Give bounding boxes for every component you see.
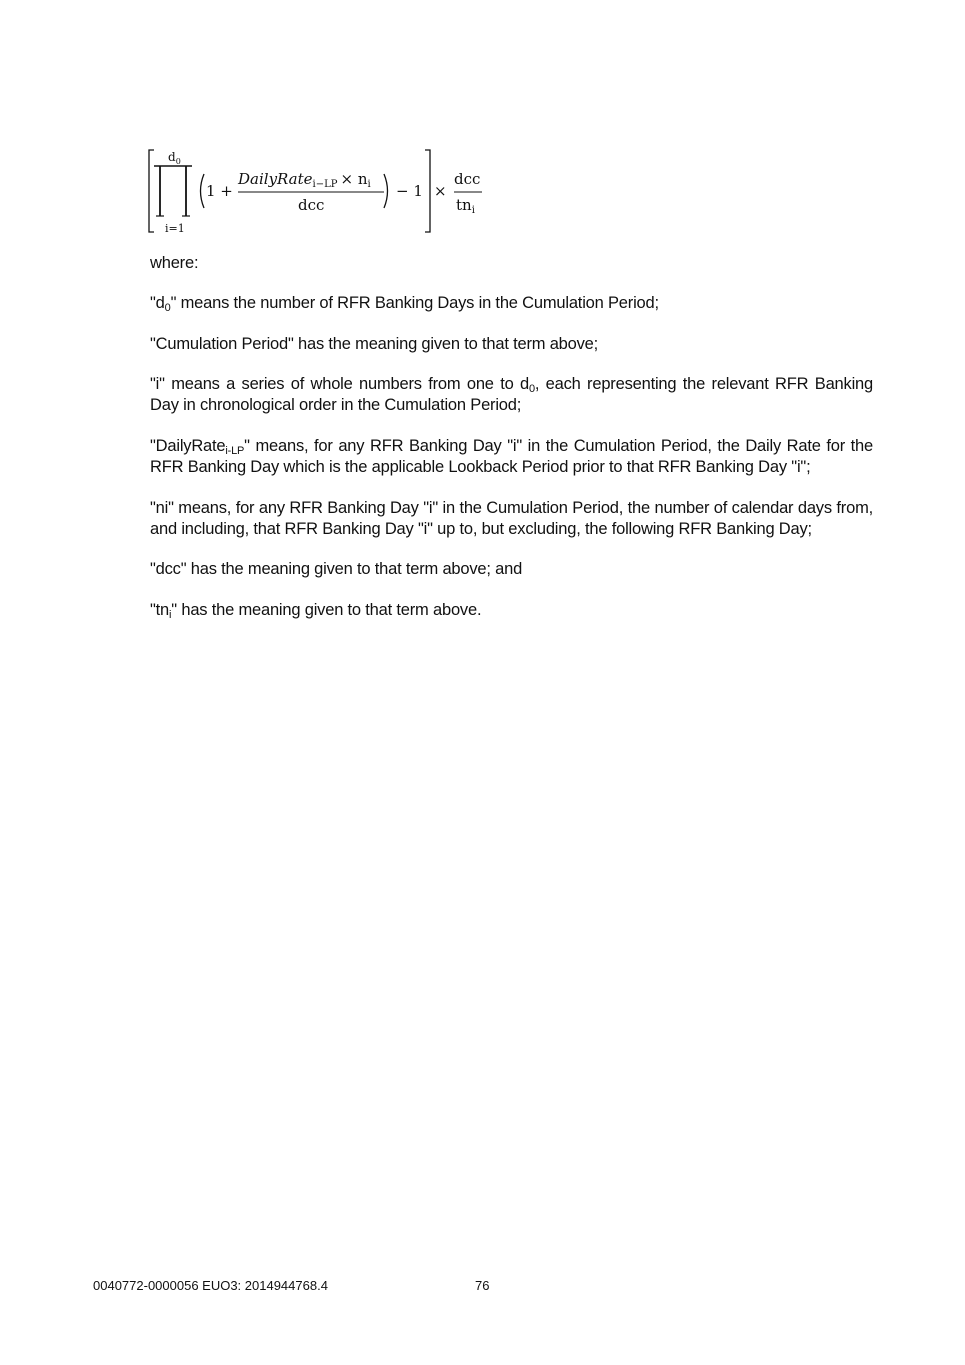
definition-dcc bbox=[150, 559, 873, 580]
term: "dcc" bbox=[150, 560, 187, 578]
term: "Cumulation Period" bbox=[150, 335, 294, 353]
definition-text: has the meaning given to that term above; and bbox=[186, 560, 523, 578]
where-label: where: bbox=[150, 254, 199, 272]
term: "$tn_i$" bbox=[150, 601, 177, 621]
term: "i" bbox=[150, 375, 165, 393]
term: "DailyRate$_{i-LP}$" bbox=[150, 437, 250, 457]
definition-d0 bbox=[150, 293, 873, 314]
left-paren bbox=[201, 174, 205, 208]
definition-text: means the number of RFR Banking Days in the Cumulation Period; bbox=[176, 294, 659, 312]
right-denominator: $tn_i$ bbox=[456, 196, 475, 216]
document-reference: 0040772-0000056 EUO3: 2014944768.4 bbox=[93, 1278, 328, 1293]
definition-tni bbox=[150, 600, 873, 621]
definition-text: has the meaning given to that term above. bbox=[176, 601, 482, 619]
definition-dailyrate: "DailyRate$_{i-LP}$" means, for any RFR Banking Day "i" in the Cumulation Period, the Daily Rate for the RFR Banking Day which is the applicable Lookback Period prior to that RFR Banking Day "i"; bbox=[150, 437, 873, 476]
right-paren bbox=[384, 174, 388, 208]
definition-ni: "ni" means, for any RFR Banking Day "i" in the Cumulation Period, the number of calendar days from, and including, that RFR Banking Day "i" up to, but excluding, the following RFR Banking Day; bbox=[150, 499, 873, 538]
formula-one-plus: 1 + bbox=[206, 182, 233, 200]
definition-text: has the meaning given to that term above; bbox=[293, 335, 599, 353]
compounded-rate-formula bbox=[146, 146, 496, 238]
formula-minus-one: − 1 bbox=[396, 182, 423, 200]
numerator: DailyRate$_{i-LP}$ × $n_i$ bbox=[238, 170, 371, 190]
right-bracket bbox=[425, 150, 430, 232]
product-lower-limit: i=1 bbox=[165, 222, 185, 235]
term: "ni" bbox=[150, 499, 174, 517]
term: "$d_0$" bbox=[150, 294, 177, 314]
definition-i: "i" means a series of whole numbers from one to $d_0$, each representing the relevant RFR Banking Day in chronological order in the Cumulation Period; bbox=[150, 375, 873, 414]
formula-graphic bbox=[146, 146, 496, 238]
product-upper-limit: $d_0$ bbox=[168, 150, 181, 166]
product-symbol bbox=[154, 166, 192, 216]
denominator: dcc bbox=[298, 196, 325, 214]
left-bracket bbox=[149, 150, 154, 232]
page-number: 76 bbox=[475, 1278, 490, 1293]
right-numerator: dcc bbox=[454, 170, 481, 188]
formula-times: × bbox=[434, 182, 447, 200]
definition-cumulation-period bbox=[150, 334, 873, 355]
